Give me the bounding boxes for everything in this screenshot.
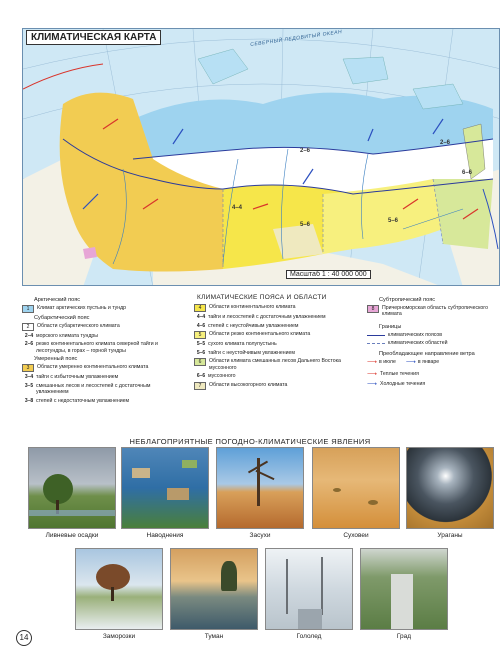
legend-code: 5–6 xyxy=(196,349,206,356)
legend-heading: КЛИМАТИЧЕСКИЕ ПОЯСА И ОБЛАСТИ xyxy=(197,294,327,301)
zone-label: 5–6 xyxy=(300,222,311,228)
legend-column-3 xyxy=(367,295,497,392)
phenomenon-flood xyxy=(121,447,209,539)
legend-item xyxy=(194,331,359,339)
glaze-ice-photo xyxy=(265,548,353,630)
legend-swatch: 8 xyxy=(367,305,379,313)
legend-temperate-title: Умеренный пояс xyxy=(34,356,78,363)
legend-item xyxy=(367,381,497,390)
legend-text: тайги и лесостепей с достаточным увлажнением xyxy=(208,314,326,320)
boundary-region-line-icon xyxy=(367,343,385,344)
phenomenon-fog xyxy=(170,548,258,640)
phenomenon-caption: Засухи xyxy=(249,532,271,539)
legend-swatch: 5 xyxy=(194,331,206,339)
legend-item xyxy=(22,374,182,381)
legend-swatch: 7 xyxy=(194,382,206,390)
phenomenon-dry-wind xyxy=(312,447,400,539)
legend-text: климатических поясов xyxy=(388,331,443,338)
legend-item xyxy=(194,350,359,357)
legend-text: Холодные течения xyxy=(380,381,426,388)
legend-text: Теплые течения xyxy=(380,370,419,377)
phenomenon-downpour xyxy=(28,447,116,539)
phenomenon-caption: Заморозки xyxy=(102,633,136,640)
legend-item xyxy=(22,333,182,340)
legend-text: Области резко континентального климата xyxy=(209,331,311,337)
legend-swatch: 1 xyxy=(22,305,34,313)
legend-item xyxy=(22,341,182,354)
phenomenon-frost xyxy=(75,548,163,640)
legend-code: 6–6 xyxy=(196,373,206,379)
wind-july-arrow-icon: ⟶ xyxy=(367,358,378,366)
legend-text: климатических областей xyxy=(388,340,448,347)
legend-item xyxy=(22,364,182,372)
climate-map xyxy=(22,28,500,286)
legend-item xyxy=(194,341,359,348)
page-number: 14 xyxy=(16,630,32,646)
legend-item xyxy=(367,340,497,347)
legend-code: 3–4 xyxy=(24,374,34,381)
legend-text: Климат арктических пустынь и тундр xyxy=(37,304,127,311)
legend-text: Области климата смешанных лесов Дальнего Востока муссонного xyxy=(209,358,341,371)
legend-text: Области субарктического климата xyxy=(37,322,120,329)
phenomenon-drought xyxy=(216,447,304,539)
legend-winds-title: Преобладающее направление ветра xyxy=(379,350,475,357)
legend-text: Области континентального климата xyxy=(209,304,296,310)
legend-column-2 xyxy=(194,304,359,392)
legend-text: степей с неустойчивым увлажнением xyxy=(208,322,299,329)
legend-text: Области умеренно континентального климата xyxy=(37,364,149,371)
legend-text: в июле xyxy=(379,358,396,365)
downpour-photo xyxy=(28,447,116,529)
frost-photo xyxy=(75,548,163,630)
zone-label: 4–4 xyxy=(232,205,243,211)
legend-item xyxy=(22,323,182,331)
phenomenon-glaze-ice xyxy=(265,548,353,640)
legend-item xyxy=(194,373,359,380)
legend-code: 5–5 xyxy=(196,341,206,347)
legend-arctic-title: Арктический пояс xyxy=(34,297,81,303)
legend-subtropical-title: Субтропический пояс xyxy=(379,297,436,303)
legend-code: 2–4 xyxy=(24,332,34,339)
map-title: КЛИМАТИЧЕСКАЯ КАРТА xyxy=(26,30,161,45)
map-legend xyxy=(22,290,500,440)
legend-item xyxy=(194,358,359,371)
legend-text: смешанных лесов и лесостепей с достаточным увлажнением xyxy=(36,382,151,396)
boundary-zone-line-icon xyxy=(367,335,385,336)
legend-item xyxy=(194,382,359,390)
drought-photo xyxy=(216,447,304,529)
legend-text: сухого климата полупустынь xyxy=(208,341,277,347)
hail-photo xyxy=(360,548,448,630)
phenomena-title: НЕБЛАГОПРИЯТНЫЕ ПОГОДНО-КЛИМАТИЧЕСКИЕ ЯВЛЕНИЯ xyxy=(129,437,371,446)
legend-swatch: 6 xyxy=(194,358,206,366)
phenomenon-caption: Ливневые осадки xyxy=(45,532,99,539)
legend-item xyxy=(22,305,182,313)
legend-text: резко континентального климата северной тайги и лесотундры, в горах – горной тундры xyxy=(36,341,158,354)
legend-item xyxy=(367,371,497,380)
cold-current-arrow-icon: ⟶ xyxy=(367,381,378,389)
legend-item xyxy=(194,323,359,330)
phenomenon-hurricane xyxy=(406,447,494,539)
phenomenon-caption: Град xyxy=(396,633,412,640)
hurricane-photo xyxy=(406,447,494,529)
legend-item xyxy=(367,332,497,339)
phenomenon-caption: Гололед xyxy=(296,633,322,640)
legend-text: тайги с неустойчивым увлажнением xyxy=(208,349,295,356)
legend-swatch: 3 xyxy=(22,364,34,372)
fog-photo xyxy=(170,548,258,630)
legend-text: тайги с избыточным увлажнением xyxy=(36,374,119,381)
warm-current-arrow-icon: ⟶ xyxy=(367,370,378,378)
legend-text: в январе xyxy=(417,358,440,365)
legend-code: 3–5 xyxy=(24,382,34,389)
legend-text: степей с недостаточным увлажнением xyxy=(36,397,130,404)
legend-item xyxy=(22,383,182,396)
ocean-label: СЕВЕРНЫЙ ЛЕДОВИТЫЙ ОКЕАН xyxy=(250,29,343,48)
wind-january-arrow-icon: ⟶ xyxy=(405,358,416,366)
phenomenon-hail xyxy=(360,548,448,640)
legend-item xyxy=(367,359,497,368)
map-scale: Масштаб 1 : 40 000 000 xyxy=(286,270,371,279)
legend-text: Причерноморская область субтропического климата xyxy=(382,304,488,318)
legend-item xyxy=(194,304,359,312)
legend-text: морского климата тундры xyxy=(36,332,99,339)
phenomenon-caption: Ураганы xyxy=(437,532,463,539)
zone-label: 6–6 xyxy=(462,170,473,176)
legend-code: 4–6 xyxy=(196,322,206,329)
legend-item xyxy=(194,314,359,321)
legend-text: муссонного xyxy=(208,373,236,379)
flood-photo xyxy=(121,447,209,529)
legend-item xyxy=(22,398,182,405)
phenomenon-caption: Наводнения xyxy=(146,532,184,539)
legend-boundaries-title: Границы xyxy=(379,323,402,330)
legend-code: 2–6 xyxy=(24,341,34,348)
zone-label: 2–6 xyxy=(440,140,451,146)
zone-label: 5–6 xyxy=(388,218,399,224)
legend-subarctic-title: Субарктический пояс xyxy=(34,314,90,321)
legend-column-1 xyxy=(22,295,182,406)
dry-wind-photo xyxy=(312,447,400,529)
legend-item xyxy=(367,305,497,318)
legend-swatch: 2 xyxy=(22,323,34,331)
legend-code: 4–4 xyxy=(196,314,206,320)
legend-swatch: 4 xyxy=(194,304,206,312)
phenomenon-caption: Суховеи xyxy=(343,532,369,539)
phenomenon-caption: Туман xyxy=(204,633,224,640)
zone-label: 2–6 xyxy=(300,148,311,154)
legend-text: Области высокогорного климата xyxy=(209,381,288,388)
legend-code: 3–8 xyxy=(24,397,34,404)
